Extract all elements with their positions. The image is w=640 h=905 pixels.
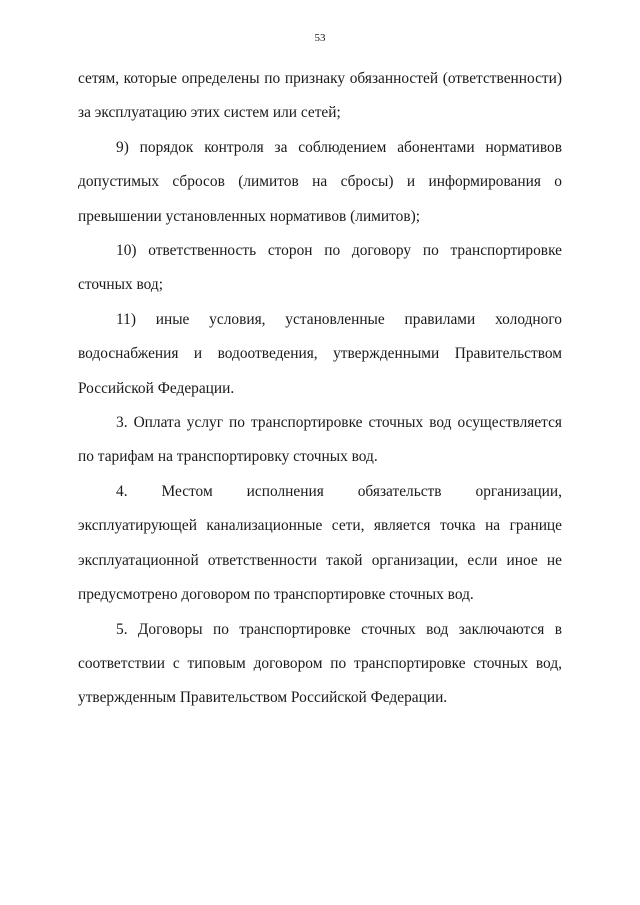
paragraph-item-10: 10) ответственность сторон по договору по транспортировке сточных вод; (78, 242, 562, 294)
paragraph-clause-3: 3. Оплата услуг по транспортировке сточных вод осуществляется по тарифам на транспортировку сточных вод. (78, 414, 562, 466)
paragraph-item-9: 9) порядок контроля за соблюдением абонентами нормативов допустимых сбросов (лимитов на сбросы) и информирования о превышении установленных нормативов (лимитов); (78, 138, 562, 225)
paragraph-clause-5: 5. Договоры по транспортировке сточных вод заключаются в соответствии с типовым договором по транспортировке сточных вод, утвержденным Правительством Российской Федерации. (78, 620, 562, 707)
paragraph-clause-4: 4. Местом исполнения обязательств организации, эксплуатирующей канализационные сети, является точка на границе эксплуатационной ответственности такой организации, если иное не предусмотрено договором по транспортировке сточных вод. (78, 482, 562, 604)
page-number: 53 (314, 32, 326, 44)
paragraph-continuation: сетям, которые определены по признаку обязанностей (ответственности) за эксплуатацию этих систем или сетей; (78, 70, 562, 122)
document-body (78, 62, 562, 716)
paragraph-item-11: 11) иные условия, установленные правилами холодного водоснабжения и водоотведения, утвержденными Правительством Российской Федерации. (78, 310, 562, 397)
